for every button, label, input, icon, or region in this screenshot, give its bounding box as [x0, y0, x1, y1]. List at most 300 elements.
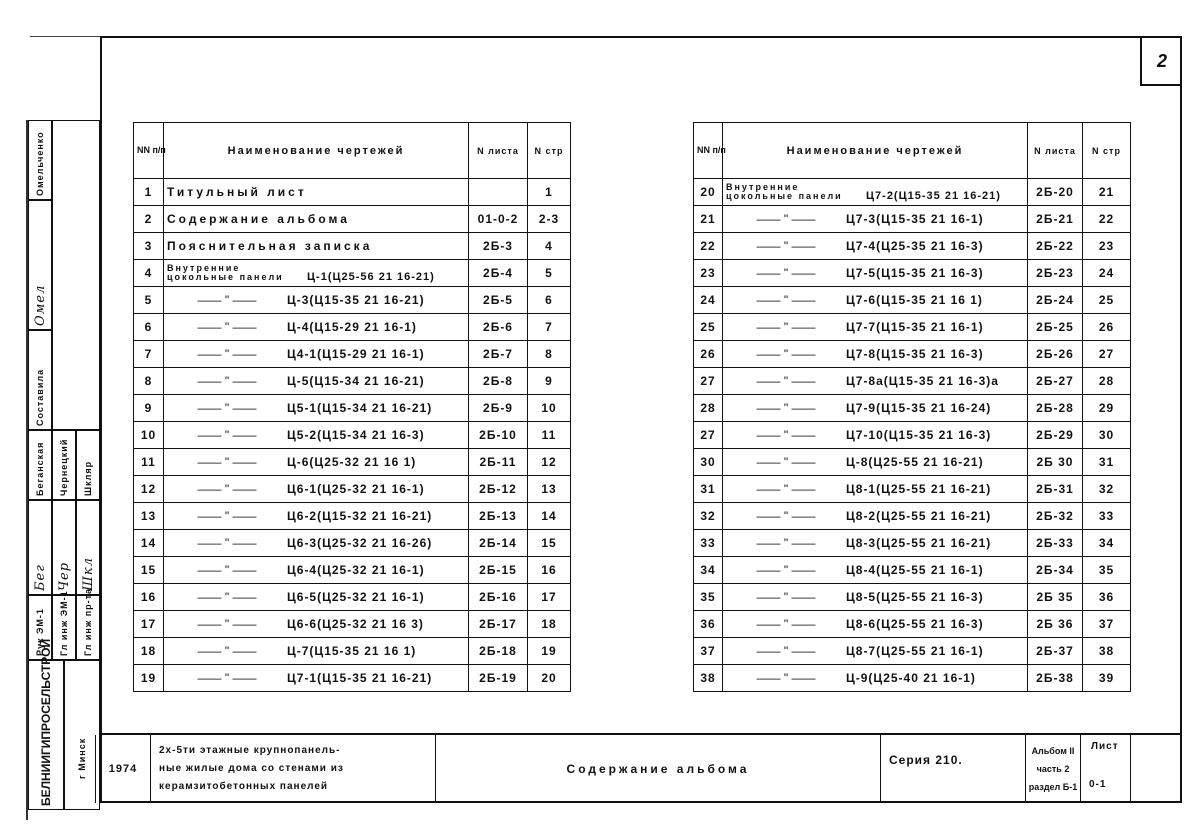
row-number: 6	[134, 314, 164, 341]
sheet-number-cell: 2Б 35	[1028, 584, 1083, 611]
row-number: 37	[694, 638, 723, 665]
row-number: 3	[134, 233, 164, 260]
table-row	[694, 341, 1131, 368]
ditto-mark: —— " ——	[756, 644, 816, 658]
table-row	[134, 422, 571, 449]
table-row	[134, 287, 571, 314]
album-line: Альбом II	[1031, 746, 1075, 756]
sheet-number-cell: 2Б-26	[1028, 341, 1083, 368]
drawing-name	[164, 557, 469, 584]
sheet-number-cell: 2Б-8	[469, 368, 528, 395]
table-row	[134, 233, 571, 260]
page-number-cell: 36	[1083, 584, 1131, 611]
page-number-cell: 2-3	[528, 206, 571, 233]
ditto-mark: —— " ——	[197, 590, 257, 604]
drawing-prefix: Пояснительная записка	[167, 239, 373, 253]
row-number: 14	[134, 530, 164, 557]
page-number-cell: 17	[528, 584, 571, 611]
drawing-code: Ц-3(Ц15-35 21 16-21)	[287, 293, 425, 307]
drawing-code: Ц7-2(Ц15-35 21 16-21)	[866, 190, 1001, 202]
row-number: 15	[134, 557, 164, 584]
name-2: Чернецкий	[52, 430, 76, 500]
drawing-name	[723, 557, 1028, 584]
table-row	[134, 260, 571, 287]
page-number-cell: 12	[528, 449, 571, 476]
drawing-code: Ц7-3(Ц15-35 21 16-1)	[846, 212, 984, 226]
ditto-mark: —— " ——	[756, 617, 816, 631]
drawing-name	[164, 449, 469, 476]
drawing-name	[164, 260, 469, 287]
table-row	[694, 314, 1131, 341]
sheet-number: 2	[1140, 38, 1182, 86]
sheet-number-cell: 2Б-33	[1028, 530, 1083, 557]
table-row	[694, 179, 1131, 206]
table-row	[134, 638, 571, 665]
header-page: N стр	[528, 123, 571, 179]
row-number: 2	[134, 206, 164, 233]
album-line: раздел Б-1	[1028, 782, 1078, 792]
page-number-cell: 14	[528, 503, 571, 530]
header-page: N стр	[1083, 123, 1131, 179]
row-number: 33	[694, 530, 723, 557]
drawing-name	[723, 368, 1028, 395]
drawing-name-two-line	[167, 264, 465, 282]
ditto-mark: —— " ——	[756, 293, 816, 307]
header-num: NN п/п	[134, 123, 164, 179]
drawing-name	[723, 233, 1028, 260]
sheet-number-cell: 2Б-14	[469, 530, 528, 557]
page-number-cell: 34	[1083, 530, 1131, 557]
ditto-mark: —— " ——	[756, 671, 816, 685]
stamp-empty-cells	[52, 120, 100, 430]
drawing-name	[723, 341, 1028, 368]
table-row	[694, 422, 1131, 449]
ditto-mark: —— " ——	[756, 509, 816, 523]
drawing-name	[723, 179, 1028, 206]
table-row	[694, 584, 1131, 611]
table-row	[134, 341, 571, 368]
sheet-number-cell: 2Б-25	[1028, 314, 1083, 341]
page-number-cell: 30	[1083, 422, 1131, 449]
sheet-number-cell: 2Б-19	[469, 665, 528, 692]
row-number: 38	[694, 665, 723, 692]
page-number-cell: 9	[528, 368, 571, 395]
drawing-name	[164, 611, 469, 638]
name-1: Беганская	[28, 430, 52, 500]
drawing-name	[164, 233, 469, 260]
table-row	[694, 449, 1131, 476]
sheet-number-cell: 2Б-13	[469, 503, 528, 530]
row-number: 31	[694, 476, 723, 503]
row-number: 23	[694, 260, 723, 287]
org-name: БЕЛНИИГИПРОСЕЛЬСТРОЙ	[28, 660, 64, 810]
sheet-number-cell: 2Б-16	[469, 584, 528, 611]
table-row	[694, 206, 1131, 233]
sheet-number-cell: 2Б-5	[469, 287, 528, 314]
drawing-prefix: Титульный лист	[167, 185, 307, 199]
drawing-name	[164, 422, 469, 449]
side-stamp	[28, 120, 100, 810]
page-number-cell: 33	[1083, 503, 1131, 530]
series-label: Серия 210.	[880, 735, 1025, 803]
sheet-number-cell: 2Б-31	[1028, 476, 1083, 503]
ditto-mark: —— " ——	[197, 671, 257, 685]
drawing-code: Ц-5(Ц15-34 21 16-21)	[287, 374, 425, 388]
row-number: 27	[694, 368, 723, 395]
table-row	[134, 557, 571, 584]
row-number: 11	[134, 449, 164, 476]
row-number: 20	[694, 179, 723, 206]
sheet-number-cell: 2Б-18	[469, 638, 528, 665]
row-number: 36	[694, 611, 723, 638]
row-number: 35	[694, 584, 723, 611]
header-num: NN п/п	[694, 123, 723, 179]
table-row	[134, 314, 571, 341]
page-number-cell: 6	[528, 287, 571, 314]
drawing-code: Ц7-6(Ц15-35 21 16 1)	[846, 293, 983, 307]
drawing-name	[723, 476, 1028, 503]
drawing-code: Ц7-7(Ц15-35 21 16-1)	[846, 320, 984, 334]
sheet-number-cell: 2Б-23	[1028, 260, 1083, 287]
sheet-number-cell: 2Б-32	[1028, 503, 1083, 530]
signature-1: Бег	[28, 500, 52, 595]
table-row	[134, 179, 571, 206]
row-number: 7	[134, 341, 164, 368]
table-row	[694, 665, 1131, 692]
page-number-cell: 39	[1083, 665, 1131, 692]
ditto-mark: —— " ——	[756, 428, 816, 442]
drawing-name	[164, 530, 469, 557]
row-number: 21	[694, 206, 723, 233]
sheet-number-cell: 2Б-37	[1028, 638, 1083, 665]
drawing-name	[164, 665, 469, 692]
drawing-code: Ц-7(Ц15-35 21 16 1)	[287, 644, 417, 658]
list-cell	[1080, 735, 1180, 803]
ditto-mark: —— " ——	[197, 401, 257, 415]
drawing-name	[723, 665, 1028, 692]
table-header-row	[134, 123, 571, 179]
table-row	[134, 665, 571, 692]
row-number: 27	[694, 422, 723, 449]
drawing-name	[164, 638, 469, 665]
table-row	[694, 638, 1131, 665]
sheet-number-cell: 2Б-4	[469, 260, 528, 287]
row-number: 24	[694, 287, 723, 314]
drawing-name	[723, 584, 1028, 611]
ditto-mark: —— " ——	[756, 536, 816, 550]
page-number-cell: 28	[1083, 368, 1131, 395]
drawing-name	[723, 638, 1028, 665]
page-number-cell: 15	[528, 530, 571, 557]
sheet-number-cell: 2Б 36	[1028, 611, 1083, 638]
drawing-code: Ц6-6(Ц25-32 21 16 3)	[287, 617, 424, 631]
row-number: 19	[134, 665, 164, 692]
ditto-mark: —— " ——	[197, 293, 257, 307]
drawing-code: Ц4-1(Ц15-29 21 16-1)	[287, 347, 425, 361]
sheet-number-cell: 2Б-38	[1028, 665, 1083, 692]
table-row	[694, 557, 1131, 584]
table-row	[134, 584, 571, 611]
row-number: 13	[134, 503, 164, 530]
drawing-name	[164, 314, 469, 341]
page-number-cell: 22	[1083, 206, 1131, 233]
sheet-number-cell: 2Б-11	[469, 449, 528, 476]
title-block	[100, 733, 1182, 803]
sheet-title: Содержание альбома	[435, 735, 880, 803]
table-row	[694, 233, 1131, 260]
ditto-mark: —— " ——	[197, 617, 257, 631]
role-1: Рук ЭМ-1	[28, 595, 52, 660]
list-label: Лист	[1091, 741, 1119, 752]
page-number-cell: 25	[1083, 287, 1131, 314]
table-row	[694, 368, 1131, 395]
page-number-cell: 10	[528, 395, 571, 422]
row-number: 9	[134, 395, 164, 422]
page-number-cell: 37	[1083, 611, 1131, 638]
drawing-code: Ц8-6(Ц25-55 21 16-3)	[846, 617, 984, 631]
page-number-cell: 18	[528, 611, 571, 638]
sheet-number-cell: 2Б-9	[469, 395, 528, 422]
project-line: керамзитобетонных панелей	[159, 781, 329, 792]
header-sheet: N листа	[1028, 123, 1083, 179]
drawing-code: Ц-1(Ц25-56 21 16-21)	[307, 271, 435, 283]
compiled-label: Составила	[28, 330, 52, 430]
sheet-number-cell: 2Б-27	[1028, 368, 1083, 395]
ditto-mark: —— " ——	[756, 590, 816, 604]
row-number: 34	[694, 557, 723, 584]
page-number-cell: 8	[528, 341, 571, 368]
row-number: 8	[134, 368, 164, 395]
list-value: 0-1	[1089, 779, 1107, 790]
drawing-name	[723, 287, 1028, 314]
page-number-cell: 32	[1083, 476, 1131, 503]
sheet-number-cell: 2Б-20	[1028, 179, 1083, 206]
drawing-name	[164, 206, 469, 233]
page-number-cell: 19	[528, 638, 571, 665]
table-row	[134, 206, 571, 233]
ditto-mark: —— " ——	[197, 320, 257, 334]
drawing-code: Ц6-5(Ц25-32 21 16-1)	[287, 590, 425, 604]
page-number-cell: 13	[528, 476, 571, 503]
title-year: 1974	[95, 735, 150, 803]
row-number: 16	[134, 584, 164, 611]
album-info	[1025, 735, 1080, 803]
row-number: 1	[134, 179, 164, 206]
drawing-code: Ц7-5(Ц15-35 21 16-3)	[846, 266, 984, 280]
ditto-mark: —— " ——	[197, 563, 257, 577]
page-number-cell: 11	[528, 422, 571, 449]
drawing-name	[164, 287, 469, 314]
page-number-cell: 27	[1083, 341, 1131, 368]
table-row	[694, 476, 1131, 503]
drawing-prefix: Внутренние цокольные панели	[726, 182, 843, 201]
ditto-mark: —— " ——	[197, 374, 257, 388]
drawing-code: Ц7-10(Ц15-35 21 16-3)	[846, 428, 992, 442]
drawing-name-two-line	[726, 183, 1024, 201]
ditto-mark: —— " ——	[197, 536, 257, 550]
signature-3: Шкл	[76, 500, 100, 595]
sheet-number-cell: 2Б-34	[1028, 557, 1083, 584]
sheet-number-cell: 2Б-21	[1028, 206, 1083, 233]
drawing-code: Ц8-1(Ц25-55 21 16-21)	[846, 482, 992, 496]
row-number: 17	[134, 611, 164, 638]
page-number-cell: 26	[1083, 314, 1131, 341]
drawing-code: Ц7-8(Ц15-35 21 16-3)	[846, 347, 984, 361]
drawing-name	[723, 503, 1028, 530]
ditto-mark: —— " ——	[756, 347, 816, 361]
table-row	[134, 449, 571, 476]
name-3: Шкляр	[76, 430, 100, 500]
table-row	[694, 503, 1131, 530]
sheet-number-cell: 2Б-17	[469, 611, 528, 638]
drawing-name	[723, 530, 1028, 557]
page-number-cell: 24	[1083, 260, 1131, 287]
ditto-mark: —— " ——	[756, 212, 816, 226]
ditto-mark: —— " ——	[756, 320, 816, 334]
table-header-row	[694, 123, 1131, 179]
page-number-cell: 5	[528, 260, 571, 287]
table-row	[694, 260, 1131, 287]
sheet-number-cell: 2Б-29	[1028, 422, 1083, 449]
row-number: 10	[134, 422, 164, 449]
page-number-cell: 35	[1083, 557, 1131, 584]
ditto-mark: —— " ——	[197, 482, 257, 496]
contents-table-right	[693, 122, 1131, 692]
drawing-name	[164, 179, 469, 206]
sheet-number-cell: 2Б-24	[1028, 287, 1083, 314]
ditto-mark: —— " ——	[756, 374, 816, 388]
album-line: часть 2	[1036, 764, 1070, 774]
drawing-name	[723, 260, 1028, 287]
ditto-mark: —— " ——	[756, 239, 816, 253]
project-line: 2х-5ти этажные крупнопанель-	[159, 745, 341, 756]
drawing-name	[164, 368, 469, 395]
drawing-prefix: Внутренние цокольные панели	[167, 263, 284, 282]
drawing-code: Ц6-1(Ц25-32 21 16-1)	[287, 482, 425, 496]
table-row	[694, 395, 1131, 422]
drawing-name	[723, 314, 1028, 341]
row-number: 12	[134, 476, 164, 503]
sheet-number-cell	[469, 179, 528, 206]
drawing-code: Ц6-4(Ц25-32 21 16-1)	[287, 563, 425, 577]
table-row	[134, 476, 571, 503]
project-line: ные жилые дома со стенами из	[159, 763, 344, 774]
table-row	[134, 611, 571, 638]
header-name: Наименование чертежей	[164, 123, 469, 179]
table-row	[134, 368, 571, 395]
ditto-mark: —— " ——	[756, 455, 816, 469]
table-row	[694, 611, 1131, 638]
sheet-number-cell: 2Б-28	[1028, 395, 1083, 422]
drawing-name	[723, 395, 1028, 422]
row-number: 5	[134, 287, 164, 314]
sheet-number-cell: 2Б-10	[469, 422, 528, 449]
row-number: 26	[694, 341, 723, 368]
table-row	[134, 503, 571, 530]
drawing-name	[723, 422, 1028, 449]
drawing-name	[164, 503, 469, 530]
drawing-code: Ц-8(Ц25-55 21 16-21)	[846, 455, 984, 469]
sheet-number-cell: 01-0-2	[469, 206, 528, 233]
sheet-number-cell: 2Б-12	[469, 476, 528, 503]
drawing-name	[164, 476, 469, 503]
drawing-code: Ц8-7(Ц25-55 21 16-1)	[846, 644, 984, 658]
drawing-code: Ц8-5(Ц25-55 21 16-3)	[846, 590, 984, 604]
row-number: 18	[134, 638, 164, 665]
page-number-cell: 29	[1083, 395, 1131, 422]
page-number-cell: 21	[1083, 179, 1131, 206]
drawing-code: Ц7-1(Ц15-35 21 16-21)	[287, 671, 433, 685]
ditto-mark: —— " ——	[197, 644, 257, 658]
ditto-mark: —— " ——	[756, 266, 816, 280]
row-number: 22	[694, 233, 723, 260]
drawing-code: Ц8-3(Ц25-55 21 16-21)	[846, 536, 992, 550]
project-description	[150, 735, 435, 803]
row-number: 30	[694, 449, 723, 476]
drawing-name	[723, 206, 1028, 233]
drawing-name	[164, 584, 469, 611]
drawing-code: Ц7-9(Ц15-35 21 16-24)	[846, 401, 992, 415]
row-number: 32	[694, 503, 723, 530]
row-number: 25	[694, 314, 723, 341]
sheet-number-cell: 2Б-7	[469, 341, 528, 368]
drawing-code: Ц-4(Ц15-29 21 16-1)	[287, 320, 417, 334]
ditto-mark: —— " ——	[756, 563, 816, 577]
compiled-name: Омельченко	[28, 120, 52, 200]
drawing-name	[723, 611, 1028, 638]
signature-2: Чер	[52, 500, 76, 595]
drawing-code: Ц7-4(Ц25-35 21 16-3)	[846, 239, 984, 253]
sheet-number-cell: 2Б-15	[469, 557, 528, 584]
drawing-code: Ц8-4(Ц25-55 21 16-1)	[846, 563, 984, 577]
ditto-mark: —— " ——	[756, 401, 816, 415]
drawing-name	[164, 395, 469, 422]
drawing-code: Ц8-2(Ц25-55 21 16-21)	[846, 509, 992, 523]
table-row	[694, 287, 1131, 314]
compiled-signature: Омел	[28, 200, 52, 330]
page-number-cell: 7	[528, 314, 571, 341]
row-number: 28	[694, 395, 723, 422]
role-2: Гл инж ЭМ-1	[52, 595, 76, 660]
drawing-name	[723, 449, 1028, 476]
page-number-cell: 23	[1083, 233, 1131, 260]
page-number-cell: 20	[528, 665, 571, 692]
table-row	[694, 530, 1131, 557]
drawing-code: Ц6-2(Ц15-32 21 16-21)	[287, 509, 433, 523]
sheet-number-cell: 2Б-3	[469, 233, 528, 260]
drawing-prefix: Содержание альбома	[167, 212, 350, 226]
drawing-code: Ц-6(Ц25-32 21 16 1)	[287, 455, 417, 469]
drawing-name	[164, 341, 469, 368]
table-row	[134, 395, 571, 422]
drawing-code: Ц5-1(Ц15-34 21 16-21)	[287, 401, 433, 415]
ditto-mark: —— " ——	[197, 428, 257, 442]
contents-table-left	[133, 122, 571, 692]
drawing-code: Ц7-8а(Ц15-35 21 16-3)а	[846, 374, 999, 388]
ditto-mark: —— " ——	[756, 482, 816, 496]
city: г Минск	[64, 660, 100, 810]
table-row	[134, 530, 571, 557]
sheet-number-cell: 2Б-6	[469, 314, 528, 341]
ditto-mark: —— " ——	[197, 455, 257, 469]
page-number-cell: 4	[528, 233, 571, 260]
page-number-cell: 31	[1083, 449, 1131, 476]
ditto-mark: —— " ——	[197, 347, 257, 361]
drawing-code: Ц5-2(Ц15-34 21 16-3)	[287, 428, 425, 442]
page-number-cell: 1	[528, 179, 571, 206]
ditto-mark: —— " ——	[197, 509, 257, 523]
sheet-number-cell: 2Б-22	[1028, 233, 1083, 260]
